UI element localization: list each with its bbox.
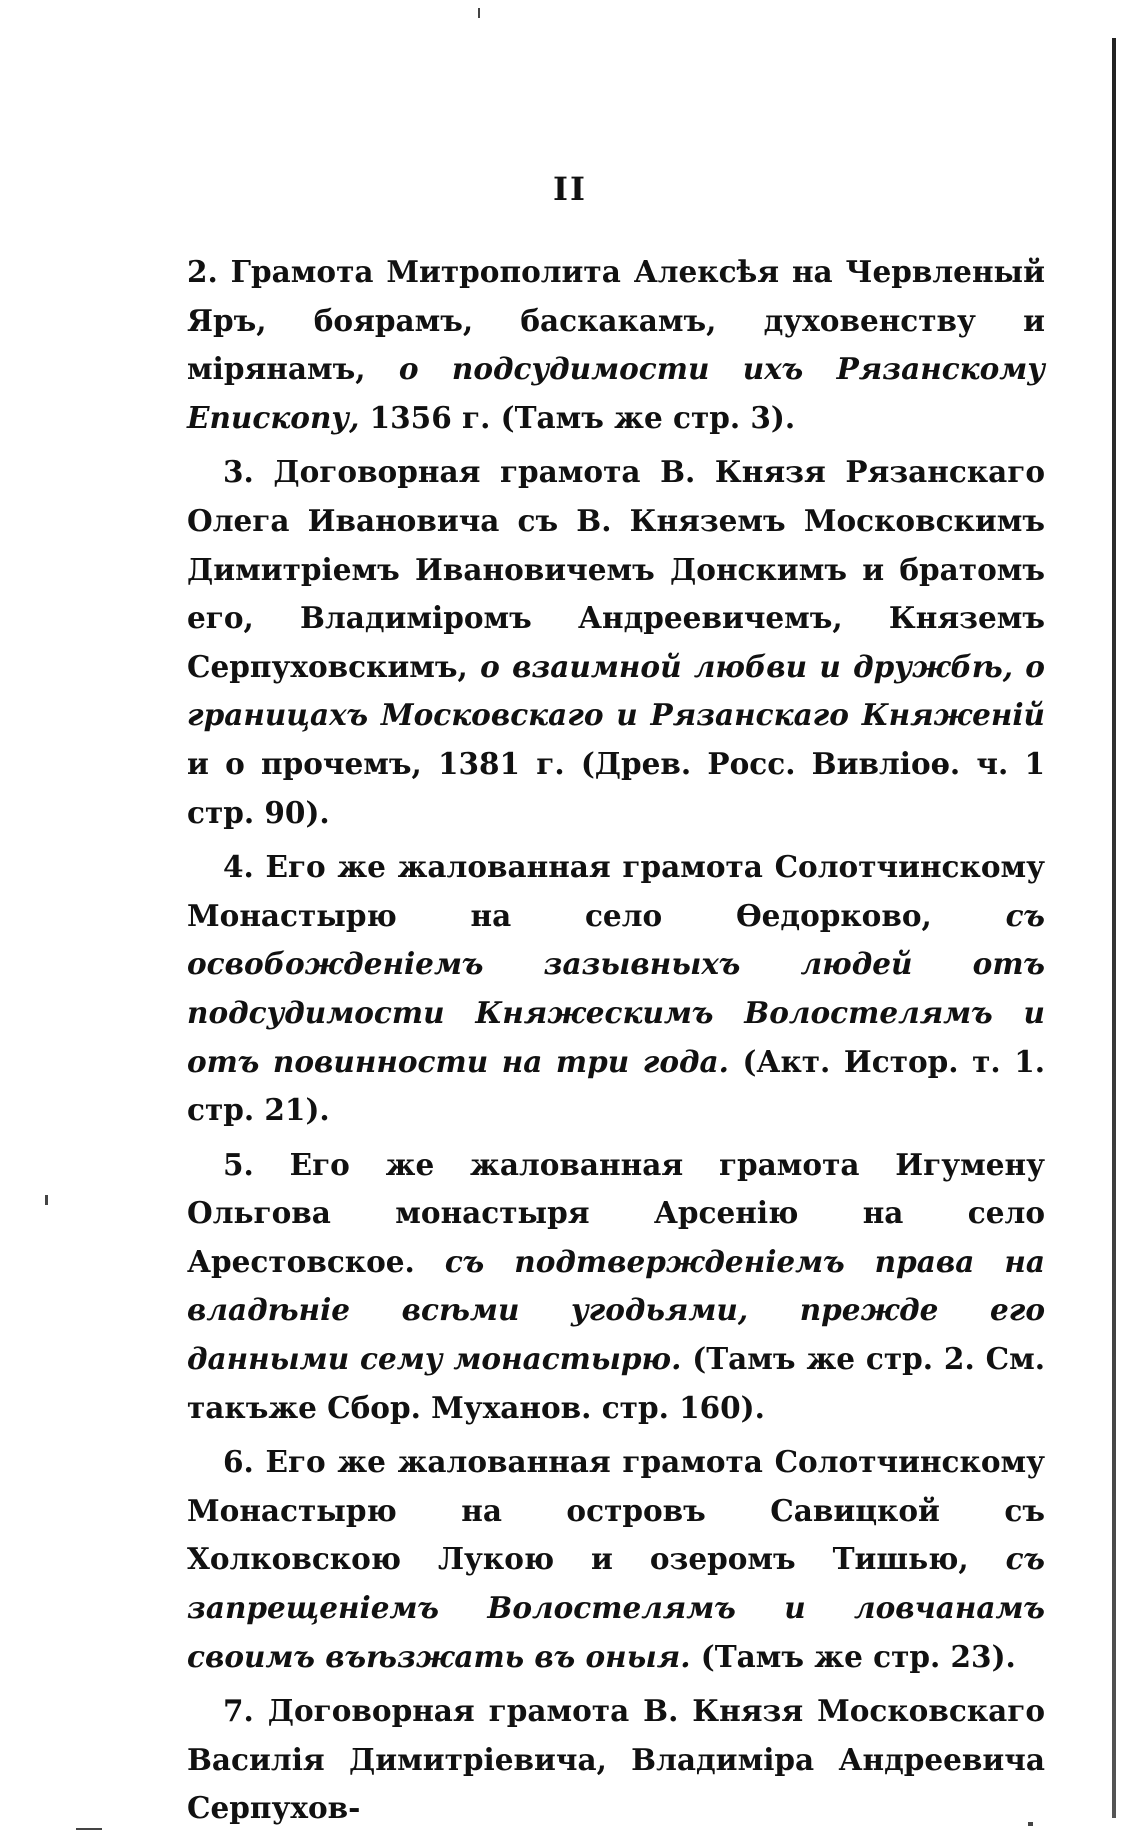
entry-number: 5. (223, 1146, 254, 1182)
entry-4 (187, 843, 1045, 1135)
entry-number: 4. (223, 849, 254, 885)
entry-text: Договорная грамота В. Князя Рязанскаго Олега Ивановича съ В. Княземъ Московскимъ Димитріемъ Ивановичемъ Донскимъ и братомъ его, Владиміромъ Андреевичемъ, Княземъ Серпуховскимъ, (187, 454, 1045, 684)
entry-7 (187, 1687, 1045, 1833)
entry-text: 1356 г. (Тамъ же стр. 3). (359, 399, 796, 435)
entry-3 (187, 448, 1045, 837)
entry-text: Грамота Митрополита Алексѣя на Червленый Яръ, боярамъ, баскакамъ, духовенству и мірянамъ, (187, 254, 1045, 387)
entry-text-italic: о взаимной любви и дружбѣ, о границахъ Московскаго и Рязанскаго Княженій (187, 648, 1045, 733)
entry-text-italic: съ подтвержденіемъ права на владѣніе всѣми угодьями, прежде его данными сему монастырю. (187, 1243, 1045, 1377)
entry-text: (Акт. Истор. т. 1. стр. 21). (187, 1043, 1045, 1128)
entry-text: (Тамъ же стр. 2. См. такъже Сбор. Муханов. стр. 160). (187, 1341, 1046, 1425)
text-column (187, 248, 1045, 1839)
entry-text-italic: съ запрещеніемъ Волостелямъ и ловчанамъ своимъ въѣзжать въ оныя. (187, 1541, 1045, 1674)
entry-text-italic: о подсудимости ихъ Рязанскому Епископу, (187, 351, 1045, 435)
entry-number: 6. (223, 1444, 254, 1480)
entry-text-italic: съ освобожденіемъ зазывныхъ людей отъ подсудимости Княжескимъ Волостелямъ и отъ повинности на три года. (187, 897, 1045, 1079)
entry-number: 7. (223, 1693, 254, 1729)
entry-number: 2. (187, 254, 218, 289)
page-number: II (553, 170, 587, 208)
entry-text: Его же жалованная грамота Солотчинскому Монастырю на островъ Савицкой съ Холковскою Лукою и озеромъ Тишью, (187, 1444, 1045, 1577)
entry-2 (187, 248, 1045, 442)
entry-text: и о прочемъ, 1381 г. (Древ. Росс. Вивліоѳ. ч. 1 стр. 90). (187, 745, 1045, 830)
entry-number: 3. (223, 454, 254, 490)
scan-page-edge (1112, 38, 1116, 1818)
entry-5 (187, 1141, 1045, 1433)
scan-mark-left (45, 1195, 48, 1205)
entry-text: Договорная грамота В. Князя Московскаго Василія Димитріевича, Владиміра Андреевича Серпухов- (187, 1693, 1045, 1826)
entry-6 (187, 1438, 1045, 1681)
entry-text: (Тамъ же стр. 23). (690, 1638, 1016, 1674)
scan-mark-top (478, 8, 480, 18)
scan-mark-bottom-left (76, 1828, 102, 1830)
entry-text: Его же жалованная грамота Игумену Ольгова монастыря Арсенію на село Арестовское. (187, 1146, 1045, 1279)
entry-text: Его же жалованная грамота Солотчинскому Монастырю на село Ѳедорково, (187, 849, 1045, 933)
